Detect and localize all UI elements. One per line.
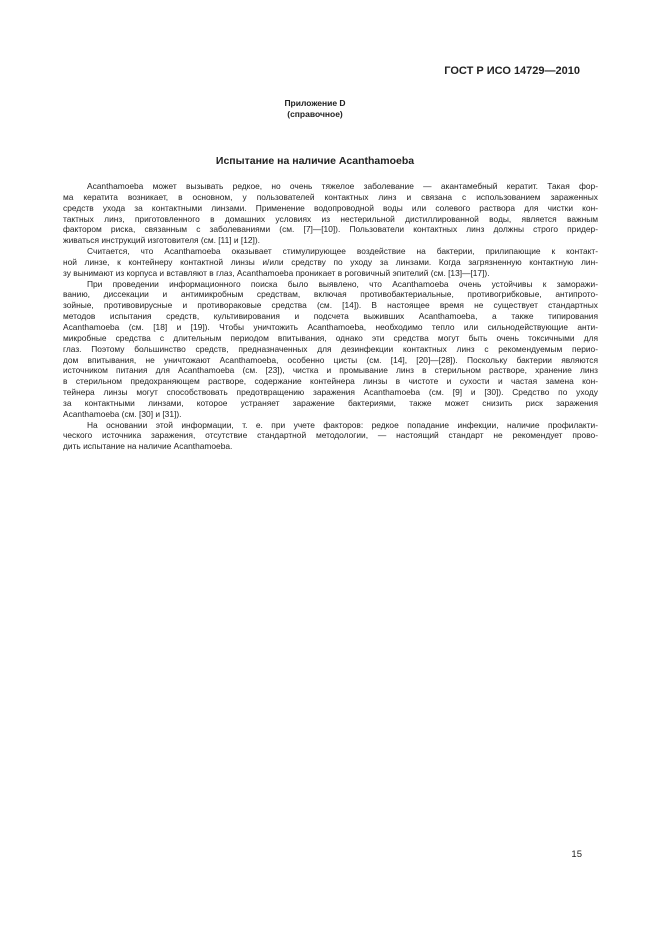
- text-line: микробные средства с длительным периодом впитывания, однако эти средства могут быть очень токсичными для: [63, 332, 598, 343]
- section-title: Испытание на наличие Acanthamoeba: [215, 155, 415, 167]
- appendix-type: (справочное): [287, 109, 343, 119]
- document-header: ГОСТ Р ИСО 14729—2010: [444, 65, 580, 77]
- text-line: фактором риска, связанным с заболеваниями (см. [7]—[10]). Пользователи контактных линз должны строго придер-: [63, 224, 598, 235]
- appendix-label: Приложение D: [284, 98, 346, 108]
- text-line: глаз. Поэтому большинство средств, предназначенных для дезинфекции контактных линз с рекомендуемым перио-: [63, 343, 598, 354]
- text-line: тейнера линзы могут способствовать предотвращению заражения Acanthamoeba (см. [9] и [30]). Средство по уходу: [63, 387, 598, 398]
- text-line: ческого источника заражения, отсутствие стандартной методологии, — настоящий стандарт не рекомендует прово-: [63, 430, 598, 441]
- paragraph: [63, 181, 598, 246]
- text-line: зу вынимают из корпуса и вставляют в глаз, Acanthamoeba проникает в роговичный эпителий (см. [13]—[17]).: [63, 267, 490, 278]
- text-line: Acanthamoeba может вызывать редкое, но очень тяжелое заболевание — акантамебный кератит. Такая фор-: [87, 181, 598, 191]
- text-line: за контактными линзами, которое устраняет заражение бактериями, также может снизить риск заражения: [63, 397, 598, 408]
- text-line: ной линзе, к контейнеру контактной линзы и/или средству по уходу за линзами. Когда загрязненную контактную лин-: [63, 256, 598, 267]
- text-line: дом впитывания, не уничтожают Acanthamoeba, особенно цисты (см. [14], [20]—[28]). Поскольку бактерии являются: [63, 354, 598, 365]
- text-line: в стерильном предохраняющем растворе, содержание контейнера линзы в чистоте и сухости и частая замена кон-: [63, 376, 598, 387]
- body-text: [63, 181, 598, 452]
- text-line: источником питания для Acanthamoeba (см. [23]), чистка и промывание линз в стерильном растворе, хранение линз: [63, 365, 598, 376]
- text-line: Считается, что Acanthamoeba оказывает стимулирующее воздействие на бактерии, прилипающие к контакт-: [87, 246, 598, 257]
- paragraph: [63, 246, 598, 279]
- text-line: зойные, противовирусные и противораковые средства (см. [14]). В настоящее время не существует стандартных: [63, 300, 598, 311]
- page-number: 15: [571, 849, 582, 860]
- text-line: ванию, диссекации и антимикробным средствам, включая противобактериальные, противогрибковые, антипрото-: [63, 289, 598, 300]
- text-line: При проведении информационного поиска было выявлено, что Acanthamoeba очень устойчивы к заморажи-: [87, 278, 598, 289]
- text-line: Acanthamoeba (см. [30] и [31]).: [63, 408, 182, 419]
- paragraph: [63, 279, 598, 420]
- text-line: На основании этой информации, т. е. при учете факторов: редкое попадание инфекции, наличие профилакти-: [87, 419, 598, 430]
- text-line: живаться инструкций изготовителя (см. [11] и [12]).: [63, 235, 260, 246]
- text-line: методов испытания средств, культивирования и подсчета выживших Acanthamoeba, а также типирования: [63, 311, 598, 322]
- text-line: тактных линз, приготовленного в домашних условиях из нестерильной дистиллированной воды, является важным: [63, 213, 598, 224]
- text-line: дить испытание на наличие Acanthamoeba.: [63, 441, 233, 452]
- text-line: средств ухода за контактными линзами. Применение водопроводной воды или солевого раствора для чистки кон-: [63, 202, 598, 213]
- text-line: ма кератита возникает, в основном, у пользователей контактных линз и связана с использованием зараженных: [63, 191, 598, 202]
- text-line: Acanthamoeba (см. [18] и [19]). Чтобы уничтожить Acanthamoeba, необходимо тепло или сильнодействующие анти-: [63, 321, 598, 332]
- paragraph: [63, 420, 598, 453]
